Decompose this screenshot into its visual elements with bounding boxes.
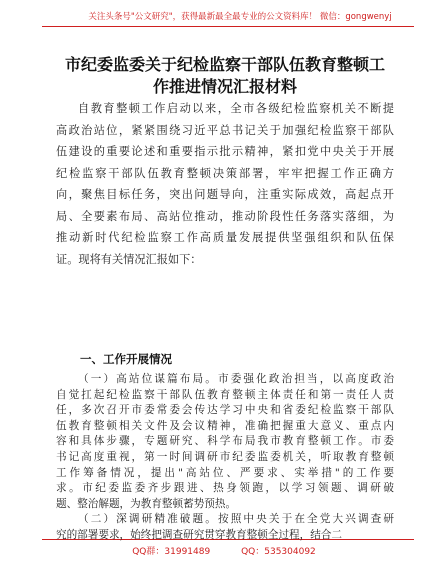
header-divider xyxy=(42,26,414,27)
paragraph-line: （二）深调研精准破题。按照中央关于在全党大兴调查研 xyxy=(78,513,394,526)
section-heading: 一、工作开展情况 xyxy=(80,352,172,366)
header-banner: 关注头条号"公文研究"，获得最新最全最专业的公文资料库！ 微信：gongwenyj xyxy=(88,12,392,22)
paragraph-line: 书记高度重视，第一时间调研市纪委监委机关，听取教育整顿 xyxy=(56,450,394,463)
intro-line: 证。现将有关情况汇报如下： xyxy=(56,252,202,266)
paragraph-line: 自觉扛起纪检监察干部队伍教育整顿主体责任和第一责任人责 xyxy=(56,388,394,401)
paragraph-line: 求。市纪委监委齐步跟进、热身领跑，以学习领题、调研破 xyxy=(56,482,394,495)
intro-line: 伍建设的重要论述和重要指示批示精神，紧扣党中央关于开展 xyxy=(56,145,394,158)
section1-body xyxy=(56,372,394,544)
paragraph-line: 工作筹备情况，提出"高站位、严要求、实举措"的工作要 xyxy=(56,466,394,479)
intro-line: 高政治站位，紧紧围绕习近平总书记关于加强纪检监察干部队 xyxy=(56,123,394,137)
footer xyxy=(0,544,448,557)
paragraph-line: 任，多次召开市委常委会传达学习中央和省委纪检监察干部队 xyxy=(56,404,394,417)
title-line-2: 作推进情况汇报材料 xyxy=(152,77,297,96)
intro-paragraph xyxy=(56,98,394,270)
footer-qq: QQ：535304092 xyxy=(241,547,316,557)
intro-line: 纪检监察干部队伍教育整顿决策部署，牢牢把握工作正确方 xyxy=(56,166,394,180)
intro-line: 局、全要素布局、高站位推动，推动阶段性任务落实落细，为 xyxy=(56,209,394,223)
paragraph-line: 伍教育整顿相关文件及会议精神，准确把握重大意义、重点内 xyxy=(56,419,394,432)
title-line-1: 市纪委监委关于纪检监察干部队伍教育整顿工 xyxy=(64,55,385,74)
paragraph-line: （一）高站位谋篇布局。市委强化政治担当，以高度政治 xyxy=(78,373,394,385)
intro-line: 自教育整顿工作启动以来，全市各级纪检监察机关不断提 xyxy=(78,102,394,115)
document-title xyxy=(50,54,400,98)
intro-line: 向，聚焦目标任务，突出问题导向，注重实际成效，高起点开 xyxy=(56,188,394,201)
footer-qq-group: QQ群：31991489 xyxy=(132,547,211,557)
intro-line: 推动新时代纪检监察工作高质量发展提供坚强组织和队伍保 xyxy=(56,231,394,244)
paragraph-line: 题、整治解题，为教育整顿蓄势预热。 xyxy=(56,497,237,510)
paragraph-line: 究的部署要求，始终把调查研究贯穿教育整顿全过程，结合二 xyxy=(56,528,343,541)
paragraph-line: 容和具体步骤，专题研究、科学布局我市教育整顿工作。市委 xyxy=(56,435,394,448)
